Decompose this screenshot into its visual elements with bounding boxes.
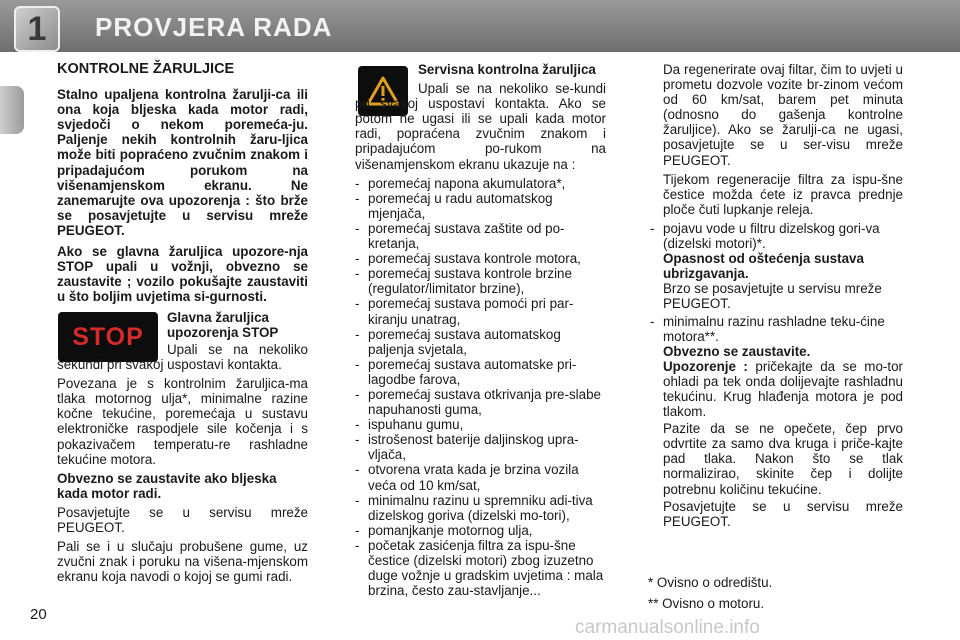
list-item: - minimalnu razinu u spremniku adi-tiva dizelskog goriva (dizelski mo-tori), — [355, 493, 606, 523]
page-title: PROVJERA RADA — [95, 12, 333, 42]
service-intro: Upali se na nekoliko se-kundi pri svakoj uspostavi kontakta. Ako se potom ne ugasi ili se upali kada motor radi, popraćena zvučnim znakom i pripadajućom po-rukom na višenamjenskom ekranu ukazuje na : — [355, 81, 606, 172]
warning-text: pričekajte da se mo-tor ohladi pa tek onda dolijevajte rashladnu tekućinu. Krug hlađenja motora je pod tlakom. — [663, 358, 903, 420]
list-item: - poremećaj napona akumulatora*, — [355, 176, 606, 191]
must-stop: Obvezno se zaustavite. — [663, 343, 811, 359]
chapter-side-tab — [0, 86, 24, 134]
column-middle — [355, 62, 606, 598]
injection-damage-warning: Opasnost od oštećenja sustava ubrizgavanja. — [663, 251, 864, 282]
column-right — [650, 62, 903, 529]
list-item: - poremećaj u radu automatskog mjenjača, — [355, 191, 606, 221]
footnote: ** Ovisno o motoru. — [648, 596, 765, 611]
intro-stop-warning: Ako se glavna žaruljica upozore-nja STOP upali u vožnji, obvezno se zaustavite ; vozilo pokušajte zaustaviti u što boljim uvjetima si-gurnosti. — [57, 244, 308, 305]
footnote: * Ovisno o odredištu. — [648, 575, 773, 590]
fault-list — [355, 176, 606, 599]
list-item — [650, 221, 903, 312]
footnotes — [648, 572, 772, 614]
list-item: - poremećaj sustava automatske pri-lagodbe farova, — [355, 357, 606, 387]
list-item: - poremećaj sustava kontrole brzine (regulator/limitator brzine), — [355, 266, 606, 296]
list-item: - pomanjkanje motornog ulja, — [355, 523, 606, 538]
list-item: - poremećaj sustava automatskog paljenja svjetala, — [355, 327, 606, 357]
regen-relay-note: Tijekom regeneracije filtra za ispu-šne čestice možda ćete iz pravca prednje ploče čuti lupkanje releja. — [663, 171, 903, 217]
consult-service: Posavjetujte se u servisu mreže PEUGEOT. — [663, 498, 903, 529]
list-item: - istrošenost baterije daljinskog upra-vljača, — [355, 432, 606, 462]
service-title: Servisna kontrolna žaruljica — [418, 62, 596, 77]
water-in-filter: pojavu vode u filtru dizelskog gori-va (dizelski motori)*. — [663, 220, 880, 252]
warning-label: Upozorenje : — [663, 358, 748, 374]
list-item: - poremećaj sustava zaštite od po-kretanja, — [355, 221, 606, 251]
intro-warning: Stalno upaljena kontrolna žarulji-ca ili ona koja bljeska kada motor radi, svjedoči o nekom poremeća-ju. Paljenje nekih kontrolnih žaru-ljica može biti popraćeno zvučnim znakom i pripadajućom porukom na višenamjenskom ekranu. Ne zanemarujte ova upozorenja : što brže se posavjetujte u servisu mreže PEUGEOT. — [57, 87, 308, 238]
stop-intro: Upali se na nekoliko sekundi pri svakoj uspostavi kontakta. — [57, 342, 308, 373]
column-left — [57, 62, 308, 308]
stop-icon-text: STOP — [72, 322, 144, 351]
page-header — [0, 0, 960, 52]
stop-description: Povezana je s kontrolnim žaruljica-ma tlaka motornog ulja*, minimalne razine kočne tekućine, poremećaja u sustavu elektroničke raspodjele sile kočenja i s pokazivačem temperatu-re rashladne tekućine motora. — [57, 376, 308, 467]
list-item: - poremećaj sustava otkrivanja pre-slabe napuhanosti guma, — [355, 387, 606, 417]
stop-body — [57, 342, 308, 588]
list-item — [650, 314, 903, 529]
stop-header-block — [167, 310, 309, 346]
stop-must-stop: Obvezno se zaustavite ako bljeska kada motor radi. — [57, 470, 277, 501]
cap-instructions: Pazite da se ne opečete, čep prvo odvrtite za samo dva kruga i priče-kajte pad tlaka. Nakon što se tlak normalizirao, skinite čep i dolijte potrebnu količinu tekućine. — [663, 421, 903, 497]
stop-consult: Posavjetujte se u servisu mreže PEUGEOT. — [57, 504, 308, 536]
watermark: carmanualsonline.info — [575, 617, 760, 638]
coolant-level: minimalnu razinu rashladne teku-ćine motora**. — [663, 313, 885, 344]
regen-paragraph: Da regenerirate ovaj filtar, čim to uvjeti u prometu dozvole vozite br-zinom većom od 60 km/sat, barem pet minuta (odnosno do gašenja kontrolne žaruljice). Ako se žarulji-ca ne ugasi, posavjetujte se u ser-visu mreže PEUGEOT. — [663, 62, 903, 168]
stop-tyre-note: Pali se i u slučaju probušene gume, uz zvučni znak i poruku na višena-mjenskom ekranu koja navodi o kojoj se gumi radi. — [57, 539, 308, 585]
section-title: KONTROLNE ŽARULJICE — [57, 61, 235, 77]
list-item: - otvorena vrata kada je brzina vozila veća od 10 km/sat, — [355, 462, 606, 492]
list-item: - poremećaj sustava pomoći pri par-kiranju unatrag, — [355, 296, 606, 326]
list-item: - ispuhanu gumu, — [355, 417, 606, 432]
list-item: - početak zasićenja filtra za ispu-šne čestice (dizelski motori) zbog izuzetno duge vožnje u gradskim uvjetima : mala brzina, često zau-stavljanje... — [355, 538, 606, 598]
stop-title: Glavna žaruljica upozorenja STOP — [167, 310, 279, 341]
page-number: 20 — [30, 606, 47, 623]
fault-list-continued — [650, 221, 903, 529]
list-item: - poremećaj sustava kontrole motora, — [355, 251, 606, 266]
coolant-warning — [663, 359, 903, 419]
consult-quickly: Brzo se posavjetujte u servisu mreže PEUGEOT. — [663, 281, 882, 312]
chapter-badge: 1 — [14, 6, 60, 52]
